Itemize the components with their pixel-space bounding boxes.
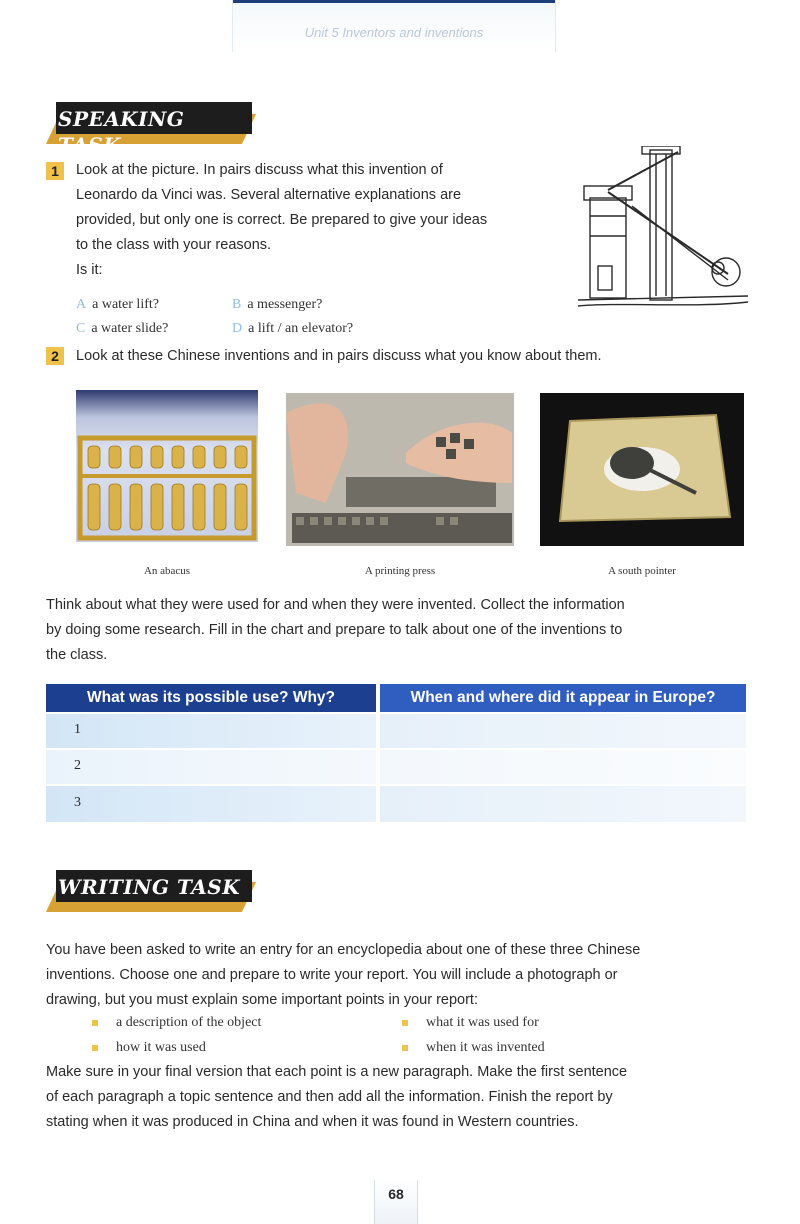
q2-text: Look at these Chinese inventions and in pairs discuss what you know about them. bbox=[76, 348, 602, 364]
q1-number: 1 bbox=[46, 162, 64, 181]
bullet-icon bbox=[402, 1020, 408, 1026]
writing-outro bbox=[46, 1060, 756, 1135]
writing-outro-line: stating when it was produced in China and when it was found in Western countries. bbox=[46, 1114, 579, 1130]
option-c: C a water slide? bbox=[76, 321, 169, 336]
row-number: 2 bbox=[74, 758, 81, 773]
q1-line: Leonardo da Vinci was. Several alternative explanations are bbox=[76, 187, 462, 203]
south-pointer-photo bbox=[540, 393, 744, 546]
chart-row bbox=[46, 714, 376, 748]
option-d: D a lift / an elevator? bbox=[232, 321, 354, 336]
q1-line: Look at the picture. In pairs discuss what this invention of bbox=[76, 162, 443, 178]
bullet-item: what it was used for bbox=[402, 1015, 539, 1031]
row-when-cell[interactable] bbox=[380, 714, 746, 748]
bullet-icon bbox=[92, 1045, 98, 1051]
row-when-cell[interactable] bbox=[380, 786, 746, 822]
option-a: A a water lift? bbox=[76, 297, 159, 312]
abacus-photo bbox=[76, 390, 258, 542]
think-paragraph bbox=[46, 593, 756, 668]
writing-outro-line: Make sure in your final version that each point is a new paragraph. Make the first sentence bbox=[46, 1064, 628, 1080]
chart-row bbox=[46, 786, 376, 822]
q1-line: provided, but only one is correct. Be prepared to give your ideas bbox=[76, 212, 488, 228]
writing-intro-line: You have been asked to write an entry for an encyclopedia about one of these three Chinese bbox=[46, 942, 641, 958]
unit-header bbox=[232, 0, 556, 52]
writing-intro bbox=[46, 938, 756, 1013]
row-number: 1 bbox=[74, 722, 81, 737]
writing-intro-line: drawing, but you must explain some important points in your report: bbox=[46, 992, 478, 1008]
page-number: 68 bbox=[374, 1180, 418, 1224]
research-chart bbox=[46, 684, 746, 824]
think-line: by doing some research. Fill in the chart and prepare to talk about one of the inventions to bbox=[46, 622, 623, 638]
bullet-item: a description of the object bbox=[92, 1015, 261, 1031]
speaking-task-heading: SPEAKING TASK bbox=[58, 107, 185, 157]
row-number: 3 bbox=[74, 795, 81, 810]
row-when-cell[interactable] bbox=[380, 750, 746, 784]
chart-header-use: What was its possible use? Why? bbox=[46, 684, 376, 712]
q1-line: to the class with your reasons. bbox=[76, 237, 272, 253]
think-line: the class. bbox=[46, 647, 108, 663]
printing-press-caption: A printing press bbox=[364, 565, 436, 577]
writing-intro-line: inventions. Choose one and prepare to write your report. You will include a photograph or bbox=[46, 967, 618, 983]
south-pointer-caption: A south pointer bbox=[608, 565, 676, 577]
bullet-icon bbox=[402, 1045, 408, 1051]
abacus-caption: An abacus bbox=[143, 565, 191, 577]
option-b: B a messenger? bbox=[232, 297, 323, 312]
writing-task-banner bbox=[46, 870, 256, 912]
unit-title: Unit 5 Inventors and inventions bbox=[304, 25, 484, 40]
bullet-item: how it was used bbox=[92, 1040, 206, 1056]
chart-header-when: When and where did it appear in Europe? bbox=[380, 684, 746, 712]
printing-press-photo bbox=[286, 393, 514, 546]
leonardo-invention-sketch bbox=[578, 146, 748, 334]
q2-number: 2 bbox=[46, 347, 64, 366]
writing-outro-line: of each paragraph a topic sentence and then add all the information. Finish the report by bbox=[46, 1089, 613, 1105]
bullet-icon bbox=[92, 1020, 98, 1026]
q1-text bbox=[76, 158, 566, 283]
writing-task-heading: WRITING TASK bbox=[58, 875, 241, 899]
think-line: Think about what they were used for and when they were invented. Collect the information bbox=[46, 597, 625, 613]
chart-row bbox=[46, 750, 376, 784]
header-rule bbox=[233, 0, 555, 3]
bullet-item: when it was invented bbox=[402, 1040, 545, 1056]
speaking-task-banner bbox=[46, 102, 256, 157]
is-it-label: Is it: bbox=[76, 262, 103, 278]
